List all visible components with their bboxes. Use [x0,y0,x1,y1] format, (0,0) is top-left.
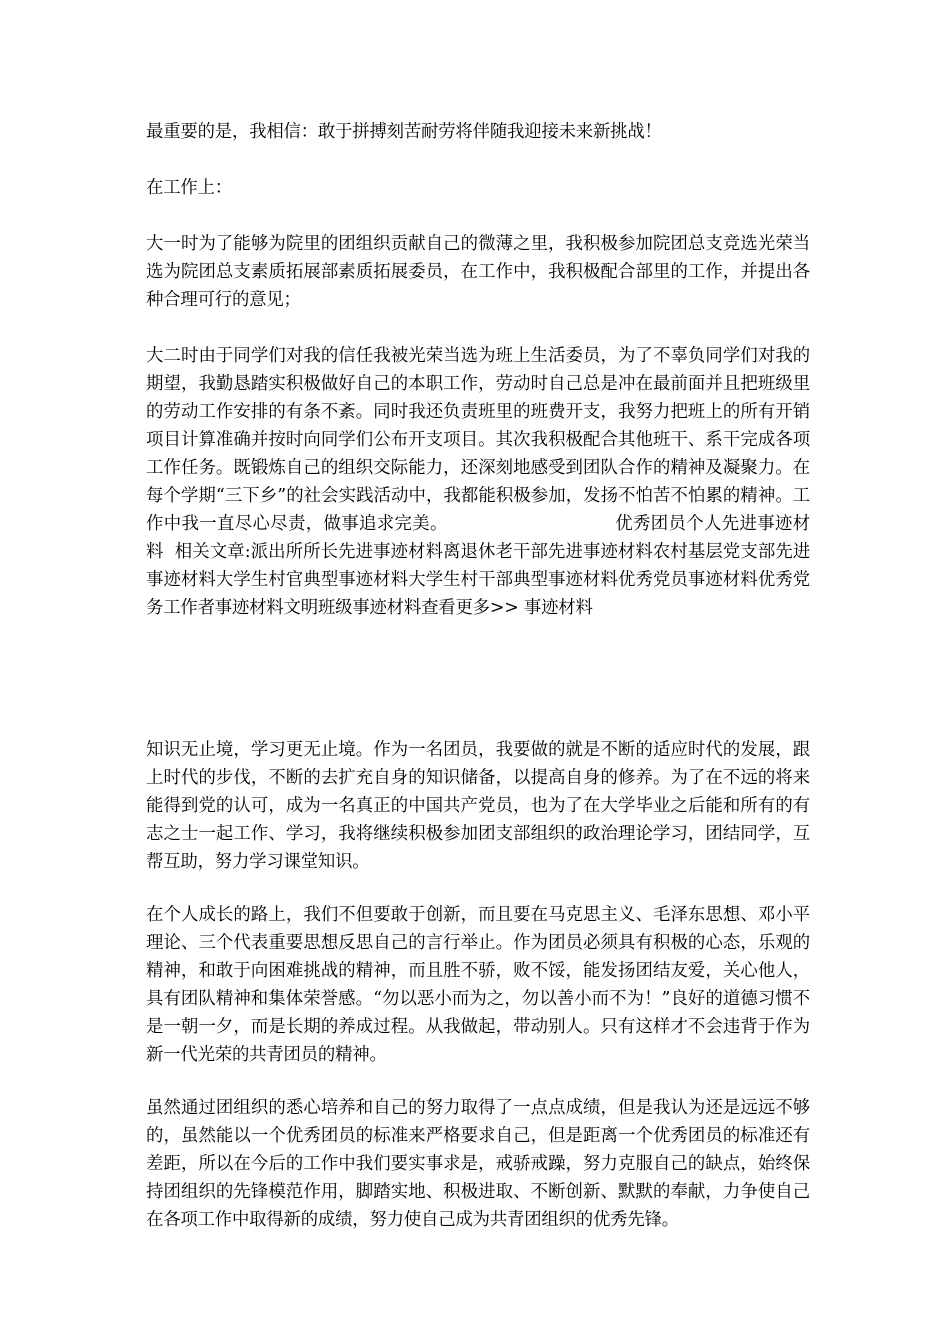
paragraph-work-heading: 在工作上： [146,178,232,198]
paragraph-freshman-year: 大一时为了能够为院里的团组织贡献自己的微薄之里，我积极参加院团总支竞选光荣当选为院团总支素质拓展部素质拓展委员，在工作中，我积极配合部里的工作，并提出各种合理可行的意见； [146,234,810,310]
sophomore-text: 大二时由于同学们对我的信任我被光荣当选为班上生活委员，为了不辜负同学们对我的期望，我勤恳踏实积极做好自己的本职工作，劳动时自己总是冲在最前面并且把班级里的劳动工作安排的有条不紊。同时我还负责班里的班费开支，我努力把班上的所有开销项目计算准确并按时向同学们公布开支项目。其次我积极配合其他班干、系干完成各项工作任务。既锻炼自己的组织交际能力，还深刻地感受到团队合作的精神及凝聚力。在每个学期“三下乡”的社会实践活动中，我都能积极参加，发扬不怕苦不怕累的精神。工作中我一直尽心尽责，做事追求完美。 [146,346,810,534]
view-more-link[interactable]: 查看更多>> [421,598,519,618]
related-title: 优秀团员个人先进事迹材料 [146,514,810,562]
paragraph-personal-growth: 在个人成长的路上，我们不但要敢于创新，而且要在马克思主义、毛泽东思想、邓小平理论、三个代表重要思想反思自己的言行举止。作为团员必须具有积极的心态，乐观的精神，和敢于向困难挑战的精神，而且胜不骄，败不馁，能发扬团结友爱，关心他人，具有团队精神和集体荣誉感。“勿以恶小而为之，勿以善小而不为！”良好的道德习惯不是一朝一夕，而是长期的养成过程。从我做起，带动别人。只有这样才不会违背于作为新一代光荣的共青团员的精神。 [146,905,810,1065]
related-links[interactable]: 派出所所长先进事迹材料离退休老干部先进事迹材料农村基层党支部先进事迹材料大学生村官典型事迹材料大学生村干部典型事迹材料优秀党员事迹材料优秀党务工作者事迹材料文明班级事迹材料 [146,542,811,618]
related-tag[interactable]: 事迹材料 [523,598,593,618]
related-label: 相关文章: [174,542,251,562]
paragraph-sophomore-year [146,342,810,622]
paragraph-learning: 知识无止境，学习更无止境。作为一名团员，我要做的就是不断的适应时代的发展，跟上时代的步伐，不断的去扩充自身的知识储备，以提高自身的修养。为了在不远的将来能得到党的认可，成为一名真正的中国共产党员，也为了在大学毕业之后能和所有的有志之士一起工作、学习，我将继续积极参加团支部组织的政治理论学习，团结同学，互帮互助，努力学习课堂知识。 [146,740,810,872]
document-body [146,118,810,1234]
paragraph-conclusion: 虽然通过团组织的悉心培养和自己的努力取得了一点点成绩，但是我认为还是远远不够的，虽然能以一个优秀团员的标准来严格要求自己，但是距离一个优秀团员的标准还有差距，所以在今后的工作中我们要实事求是，戒骄戒躁，努力克服自己的缺点，始终保持团组织的先锋模范作用，脚踏实地、积极进取、不断创新、默默的奉献，力争使自己在各项工作中取得新的成绩，努力使自己成为共青团组织的优秀先锋。 [146,1098,810,1230]
paragraph-intro: 最重要的是，我相信：敢于拼搏刻苦耐劳将伴随我迎接未来新挑战！ [146,122,662,142]
